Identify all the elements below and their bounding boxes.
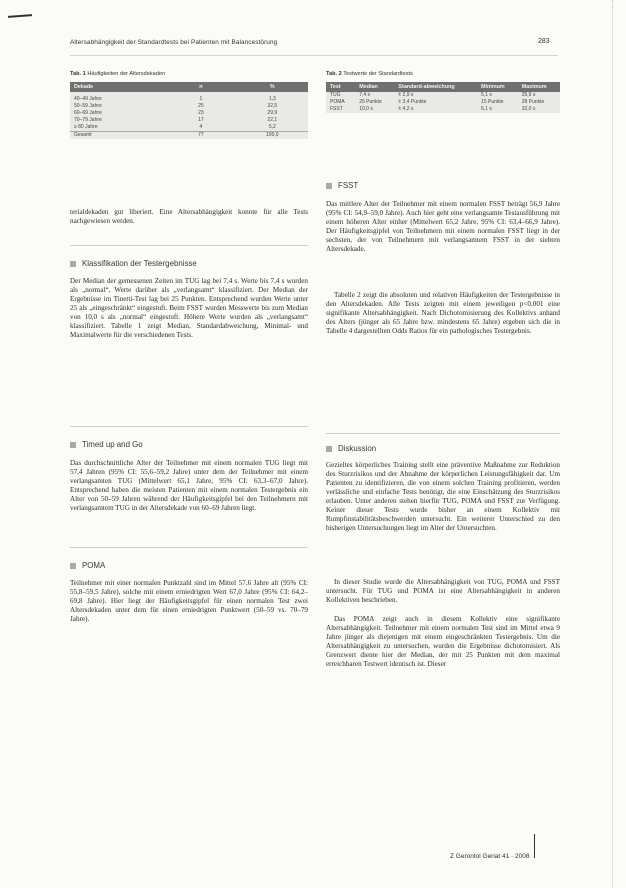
section-heading: [326, 181, 358, 190]
section-heading-text: POMA: [82, 561, 106, 570]
table1-caption-text: Häufigkeiten der Altersdekaden: [87, 71, 166, 77]
table2-caption-label: Tab. 2: [326, 71, 342, 77]
paragraph: In dieser Studie wurde die Altersabhängigkeit von TUG, POMA und FSST untersucht. Für TUG und POMA ist eine Altersabhängigkeit in anderen Kollektiven beschrieben.: [326, 578, 560, 605]
paragraph: Der Median der gemessenen Zeiten im TUG lag bei 7,4 s. Werte bis 7,4 s wurden als „normal“, Werte darüber als „verlangsamt“ klassifiziert. Der Median der Ergebnisse im Tinetti-Test lag bei 25 Punkten. Entsprechend wurden Werte unter 25 als „eingeschränkt“ eingestuft. Beim FSST wurden Messwerte bis zum Median von 10,0 s als „normal“ eingestuft. Höhere Werte wurden als „verlangsamt“ klassifiziert. Tabelle 1 zeigt Median, Standardabweichung, Minimal- und Maximalwerte für die verschiedenen Tests.: [70, 277, 308, 340]
square-bullet-icon: [326, 183, 332, 189]
table-cell: 1: [199, 96, 203, 102]
paragraph: Tabelle 2 zeigt die absoluten und relativen Häufigkeiten der Testergebnisse in den Altersdekaden. Alle Tests zeigten mit einem jeweiligen p<0,001 eine signifikante Altersabhängigkeit. Nach Dichotomisierung des Kollektivs anhand des Alters (jünger als 65 Jahre bzw. mindestens 65 Jahre) ergeben sich die in Tabelle 4 dargestellten Odds Ratios für ein pathologisches Testergebnis.: [326, 291, 560, 336]
running-head: Altersabhängigkeit der Standardtests bei Patienten mit Balancestörung: [70, 39, 278, 46]
paragraph: Das POMA zeigt auch in diesem Kollektiv eine signifikante Altersabhängigkeit. Teilnehmer mit einem normalen Test sind im Mittel etwa 9 Jahre jünger als diejenigen mit einem eingeschränkten Testergebnis. Um die Altersabhängigkeit zu untersuchen, wurden die Ergebnisse dichotomisiert. Als Grenzwert diente hier der Median, der mit 25 Punkten mit dem maximal erreichbaren Testwert identisch ist. Dieser: [326, 615, 560, 669]
footer-rule: [534, 834, 535, 858]
table-cell: ± 2,9 s: [398, 92, 414, 98]
table2-header-cell: Maximum: [518, 82, 560, 92]
table1: [70, 82, 308, 139]
table-row: [70, 103, 308, 110]
page-corner-mark: [8, 14, 32, 18]
table-cell: 5,1 s: [481, 92, 492, 98]
section-heading-text: Diskussion: [338, 444, 377, 453]
table-row: [70, 117, 308, 124]
section-divider: [70, 245, 308, 246]
table-row: [326, 106, 560, 113]
table-cell: 28 Punkte: [521, 99, 545, 105]
table-cell: 50–59 Jahre: [74, 103, 102, 109]
paragraph: Gezieltes körperliches Training stellt eine präventive Maßnahme zur Reduktion des Sturzrisikos und der Abnahme der körperlichen Leistungsfähigkeit dar. Um Patienten zu identifizieren, die von einem solchen Training profitieren, werden verlässliche und einfache Tests benötigt, die eine Einschätzung des Sturzrisikos erlauben. Unter anderen stehen hierfür TUG, POMA und FSST zur Verfügung. Keiner dieser Tests wurde bisher an einem Kollektiv mit Rumpfinstabilitätsbeschwerden untersucht. Ein weiterer Unterschied zu den bisherigen Untersuchungen liegt im Alter der Untersuchten.: [326, 461, 560, 533]
table-cell: 6,1 s: [481, 106, 492, 112]
paragraph: Teilnehmer mit einer normalen Punktzahl sind im Mittel 57,6 Jahre alt (95% CI: 55,8–59,5 Jahre), solche mit einem erniedrigten Wert 67,0 Jahre (95% CI: 64,2–69,8 Jahre). Hier liegt der Häufigkeitsgipfel für einen normalen Test zwei Altersdekaden unter dem für einen erniedrigten Punktwert (50–59 vs. 70–79 Jahre).: [70, 579, 308, 624]
square-bullet-icon: [326, 446, 332, 452]
section-heading: [70, 561, 105, 570]
table-cell: 15 Punkte: [481, 99, 504, 105]
table-cell: 22,1: [267, 117, 278, 123]
table-cell: 17: [198, 117, 204, 123]
square-bullet-icon: [70, 261, 76, 267]
table-cell: FSST: [330, 106, 343, 112]
table-row: [70, 124, 308, 132]
table2-header-cell: Minimum: [477, 82, 518, 92]
table-cell: 5,2: [268, 124, 276, 130]
section-heading-text: Klassifikation der Testergebnisse: [82, 259, 197, 268]
table-cell: 25,9 s: [521, 92, 536, 98]
table-row: [70, 92, 308, 103]
section-heading-text: FSST: [338, 181, 359, 190]
section-heading-text: Timed up and Go: [82, 440, 143, 449]
table-cell: TUG: [330, 92, 341, 98]
page-number: 283: [538, 38, 550, 45]
section-divider: [70, 547, 308, 548]
table-cell: 23: [198, 110, 204, 116]
table1-header-cell: Dekade: [70, 82, 165, 92]
table1-total-row: [70, 132, 308, 140]
table-cell: 60–69 Jahre: [74, 110, 102, 116]
table-cell: ≥ 80 Jahre: [74, 124, 98, 130]
table-cell: 25: [198, 103, 204, 109]
paragraph: terialdekaden gut liberiert. Eine Altersabhängigkeit konnte für alle Tests nachgewiesen werden.: [70, 208, 308, 226]
table2-header-row: [326, 82, 560, 92]
table2-header-cell: Standard-abweichung: [394, 82, 477, 92]
table1-header-cell: %: [237, 82, 308, 92]
paragraph: Das mittlere Alter der Teilnehmer mit einem normalen FSST beträgt 56,9 Jahre (95% CI: 54,9–59,0 Jahre). Auch hier geht eine verlangsamte Testausführung mit einem höheren Alter einher (Mittelwert 65,2 Jahre, 95% CI: 63,4–66,9 Jahre). Der Häufigkeitsgipfel von Teilnehmern mit einem normalen FSST liegt in der sechsten, der von Teilnehmern mit verlangsamtem FSST in der siebten Altersdekade.: [326, 200, 560, 254]
header-rule: [70, 55, 558, 56]
table1-caption-label: Tab. 1: [70, 71, 86, 77]
table-cell: 32,5: [267, 103, 278, 109]
table-row: [326, 92, 560, 99]
table-cell: ± 3,4 Punkte: [398, 99, 427, 105]
table1-header-row: [70, 82, 308, 92]
table1-caption: [70, 71, 165, 77]
table-cell: 70–79 Jahre: [74, 117, 102, 123]
section-heading: [70, 440, 143, 449]
table-cell: 25 Punkte: [359, 99, 382, 105]
table-cell: 1,3: [268, 96, 276, 102]
table2-header-cell: Test: [326, 82, 355, 92]
table-cell: 29,9: [267, 110, 278, 116]
table2-caption: [326, 71, 413, 77]
square-bullet-icon: [70, 563, 76, 569]
table1-header-cell: n: [165, 82, 236, 92]
square-bullet-icon: [70, 442, 76, 448]
table-row: [326, 99, 560, 106]
table2-header-cell: Median: [355, 82, 394, 92]
footer-citation: Z Gerontol Geriat 41 · 2008: [450, 853, 530, 860]
table-cell: 32,0 s: [521, 106, 536, 112]
section-heading: [326, 444, 376, 453]
page-edge: [612, 0, 614, 888]
table2-caption-text: Testwerte der Standardtests: [343, 71, 413, 77]
table-row: [70, 110, 308, 117]
table-cell: 77: [165, 132, 236, 140]
section-divider: [70, 426, 308, 427]
table-cell: 4: [199, 124, 203, 130]
section-heading: [70, 259, 197, 268]
table2: [326, 82, 560, 113]
table-cell: Gesamt: [70, 132, 165, 140]
table-cell: 7,4 s: [359, 92, 371, 98]
table-cell: ± 4,2 s: [398, 106, 414, 112]
table-cell: 40–49 Jahre: [74, 96, 102, 102]
paragraph: Das durchschnittliche Alter der Teilnehmer mit einem normalen TUG liegt mit 57,4 Jahren (95% CI: 55,6–59,2 Jahre) unter dem der Teilnehmer mit einem verlangsamten TUG (Mittelwert 65,1 Jahre, 95% CI: 63,3–67,0 Jahre). Entsprechend haben die meisten Patienten mit einem normalen Testergebnis ein Alter von 50–59 Jahren während der Häufigkeitsgipfel bei den Teilnehmern mit verlangsamtem TUG in der Altersdekade von 60–69 Jahren liegt.: [70, 459, 308, 513]
table-cell: POMA: [330, 99, 345, 105]
table-cell: 100,0: [237, 132, 308, 140]
section-divider: [326, 433, 560, 434]
table-cell: 10,0 s: [359, 106, 373, 112]
